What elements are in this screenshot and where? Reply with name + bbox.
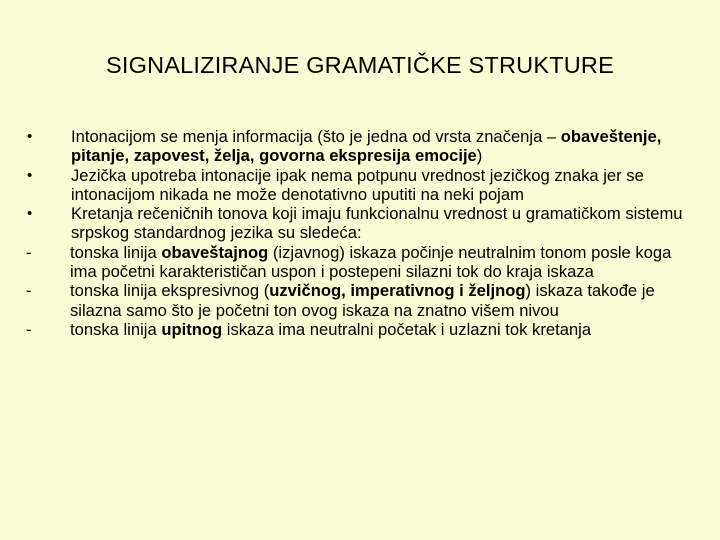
text-run: Jezička upotreba intonacije ipak nema potpunu vrednost jezičkog znaka jer se intonacijom nikada ne može denotativno uputiti na neki pojam xyxy=(71,165,644,204)
list-item-text xyxy=(70,281,690,320)
list-item-text xyxy=(70,320,690,339)
bullet-marker: • xyxy=(27,205,33,223)
text-run: Kretanja rečeničnih tonova koji imaju funkcionalnu vrednost u gramatičkom sistemu srpskog standardnog jezika su sledeća: xyxy=(71,204,683,243)
text-run: Intonacijom se menja informacija (što je jedna od vrsta značenja – xyxy=(71,127,561,146)
list-item xyxy=(26,127,706,166)
text-run: tonska linija ekspresivnog ( xyxy=(70,281,270,301)
bullet-list xyxy=(26,127,706,339)
bold-text-run: uzvičnog, imperativnog i željnog xyxy=(269,281,526,301)
list-item-text xyxy=(70,243,690,282)
dash-marker: - xyxy=(26,281,32,301)
list-item xyxy=(26,320,706,339)
list-item xyxy=(26,243,706,282)
slide-title: SIGNALIZIRANJE GRAMATIČKE STRUKTURE xyxy=(106,52,614,78)
list-item xyxy=(26,204,706,243)
text-run: tonska linija xyxy=(70,242,162,262)
bold-text-run: obaveštenje, pitanje, zapovest, želja, govorna ekspresija emocije xyxy=(71,127,662,166)
dash-marker: - xyxy=(26,242,32,262)
bold-text-run: obaveštajnog xyxy=(161,242,269,262)
text-run: ) xyxy=(476,146,483,166)
text-run: tonska linija xyxy=(70,319,162,339)
bold-text-run: upitnog xyxy=(161,319,223,339)
list-item xyxy=(26,281,706,320)
list-item-text xyxy=(71,127,691,166)
list-item xyxy=(26,166,706,205)
bullet-marker: • xyxy=(27,128,33,145)
list-item-text xyxy=(71,204,691,243)
text-run: ) iskaza takođe je silazna samo što je početni ton ovog iskaza na znatno višem nivou xyxy=(70,281,655,320)
dash-marker: - xyxy=(26,319,32,339)
list-item-text xyxy=(71,166,691,205)
text-run: iskaza ima neutralni početak i uzlazni tok kretanja xyxy=(222,319,592,339)
bullet-marker: • xyxy=(27,166,33,184)
text-run: (izjavnog) iskaza počinje neutralnim tonom posle koga ima početni karakterističan uspon i postepeni silazni tok do kraja iskaza xyxy=(70,242,672,282)
